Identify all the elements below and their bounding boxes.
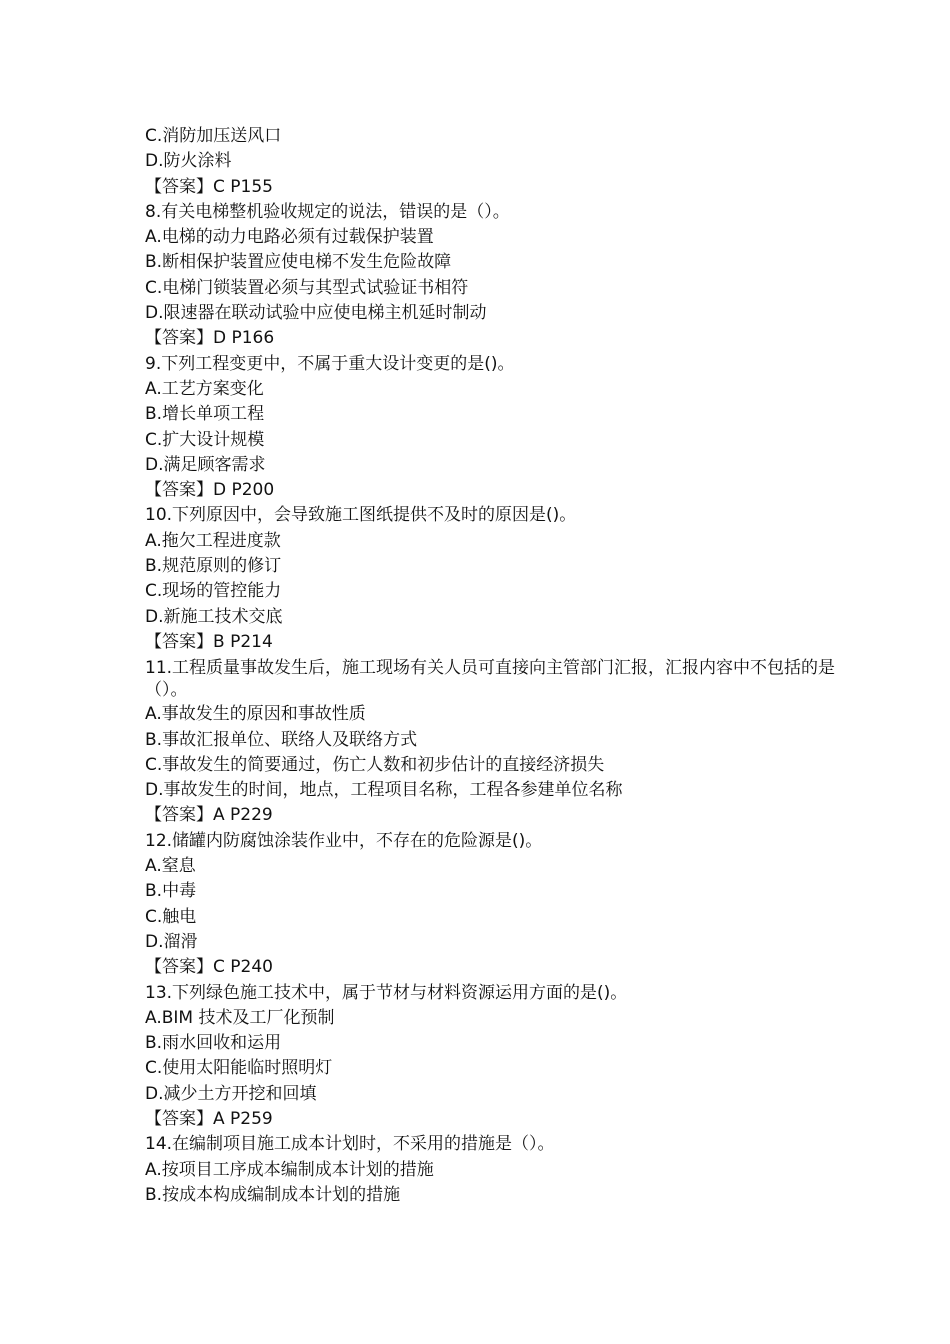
question-line: 8.有关电梯整机验收规定的说法，错误的是（）。 <box>145 201 510 222</box>
option-line: B.事故汇报单位、联络人及联络方式 <box>145 729 418 750</box>
option-line: A.电梯的动力电路必须有过载保护装置 <box>145 227 434 248</box>
option-line: B.雨水回收和运用 <box>145 1033 282 1054</box>
answer-line: 【答案】D P200 <box>145 480 275 501</box>
option-line: C.使用太阳能临时照明灯 <box>145 1058 333 1079</box>
answer-line: 【答案】C P240 <box>145 957 273 978</box>
question-line: 14.在编制项目施工成本计划时，不采用的措施是（）。 <box>145 1134 555 1155</box>
option-line: A.工艺方案变化 <box>145 378 264 399</box>
question-line: 10.下列原因中，会导致施工图纸提供不及时的原因是()。 <box>145 505 577 526</box>
option-line: B.中毒 <box>145 881 197 902</box>
question-line: 11.工程质量事故发生后，施工现场有关人员可直接向主管部门汇报，汇报内容中不包括的是（）。 <box>145 658 836 701</box>
option-line: A.按项目工序成本编制成本计划的措施 <box>145 1159 434 1180</box>
option-line: C.触电 <box>145 906 197 927</box>
option-line: C.扩大设计规模 <box>145 429 265 450</box>
option-line: D.防火涂料 <box>145 151 232 172</box>
option-line: C.事故发生的简要通过，伤亡人数和初步估计的直接经济损失 <box>145 754 605 775</box>
option-line: D.事故发生的时间，地点，工程项目名称，工程各参建单位名称 <box>145 780 623 801</box>
option-line: C.现场的管控能力 <box>145 581 282 602</box>
answer-line: 【答案】A P229 <box>145 805 273 826</box>
option-line: A.窒息 <box>145 856 196 877</box>
option-line: D.减少土方开挖和回填 <box>145 1083 317 1104</box>
answer-line: 【答案】A P259 <box>145 1108 273 1129</box>
option-line: D.满足顾客需求 <box>145 454 266 475</box>
answer-line: 【答案】C P155 <box>145 176 273 197</box>
option-line: C.消防加压送风口 <box>145 126 282 146</box>
option-line: A.事故发生的原因和事故性质 <box>145 704 366 725</box>
option-line: D.限速器在联动试验中应使电梯主机延时制动 <box>145 303 487 324</box>
answer-line: 【答案】B P214 <box>145 631 273 652</box>
question-line: 12.储罐内防腐蚀涂装作业中，不存在的危险源是()。 <box>145 830 543 851</box>
option-line: B.规范原则的修订 <box>145 556 282 577</box>
option-line: B.断相保护装置应使电梯不发生危险故障 <box>145 252 452 273</box>
document-body <box>145 124 845 1208</box>
option-line: D.溜滑 <box>145 931 198 952</box>
option-line: B.增长单项工程 <box>145 404 265 425</box>
question-line: 9.下列工程变更中，不属于重大设计变更的是()。 <box>145 353 515 374</box>
option-line: D.新施工技术交底 <box>145 606 283 627</box>
question-line: 13.下列绿色施工技术中，属于节材与材料资源运用方面的是()。 <box>145 982 628 1003</box>
option-line: B.按成本构成编制成本计划的措施 <box>145 1184 401 1205</box>
answer-line: 【答案】D P166 <box>145 328 275 349</box>
option-line: A.拖欠工程进度款 <box>145 530 281 551</box>
option-line: A.BIM 技术及工厂化预制 <box>145 1007 335 1028</box>
option-line: C.电梯门锁装置必须与其型式试验证书相符 <box>145 277 469 298</box>
